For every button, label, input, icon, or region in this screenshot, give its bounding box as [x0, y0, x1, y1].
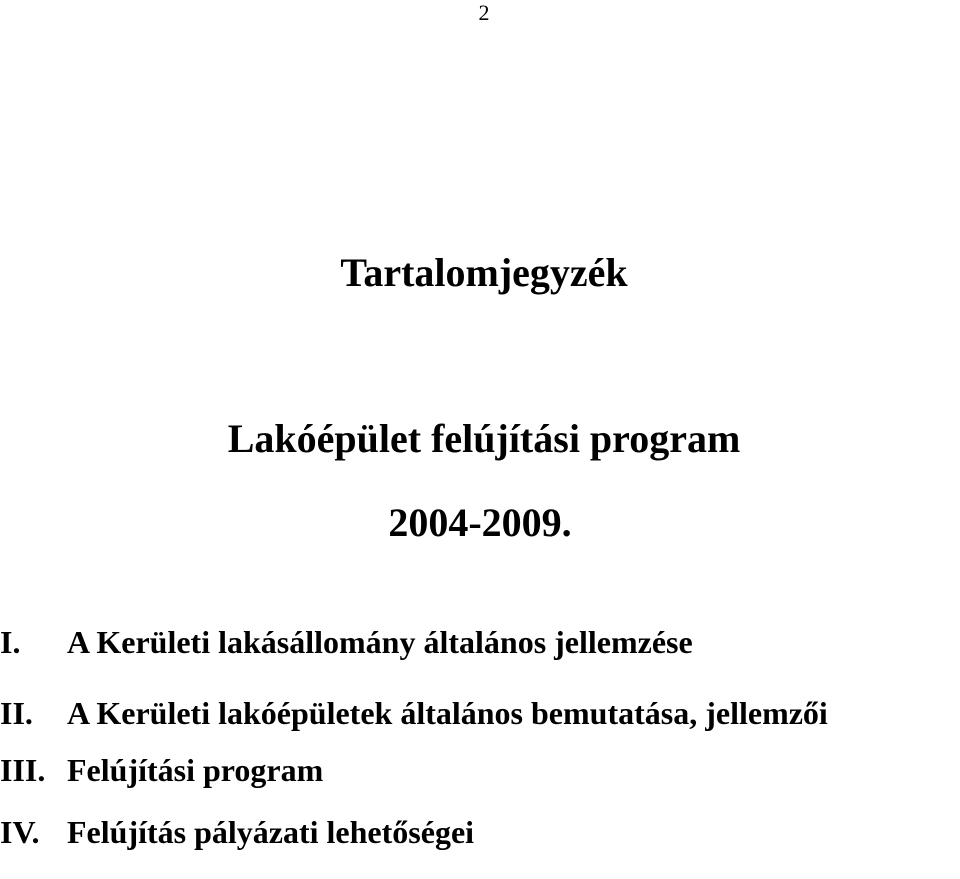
toc-item-text: Felújítási program: [67, 752, 324, 788]
page-title: Tartalomjegyzék: [340, 250, 628, 295]
program-title: Lakóépület felújítási program: [227, 416, 741, 461]
toc-item-text: A Kerületi lakóépületek általános bemutatása, jellemzői: [67, 695, 828, 731]
toc-item-number: I.: [0, 624, 21, 660]
toc-item-text: Felújítás pályázati lehetőségei: [67, 814, 475, 850]
toc-item-3: [0, 745, 960, 807]
toc-item-text: A Kerületi lakásállomány általános jellemzése: [67, 624, 693, 660]
toc-item-1: [0, 617, 960, 688]
page-number: 2: [478, 0, 490, 25]
toc-item-4: [0, 807, 960, 878]
toc-list: [0, 617, 960, 878]
toc-item-number: II.: [0, 695, 33, 731]
toc-item-2: [0, 688, 960, 745]
toc-item-number: III.: [0, 752, 46, 788]
toc-item-number: IV.: [0, 814, 40, 850]
program-years: 2004-2009.: [388, 500, 572, 545]
